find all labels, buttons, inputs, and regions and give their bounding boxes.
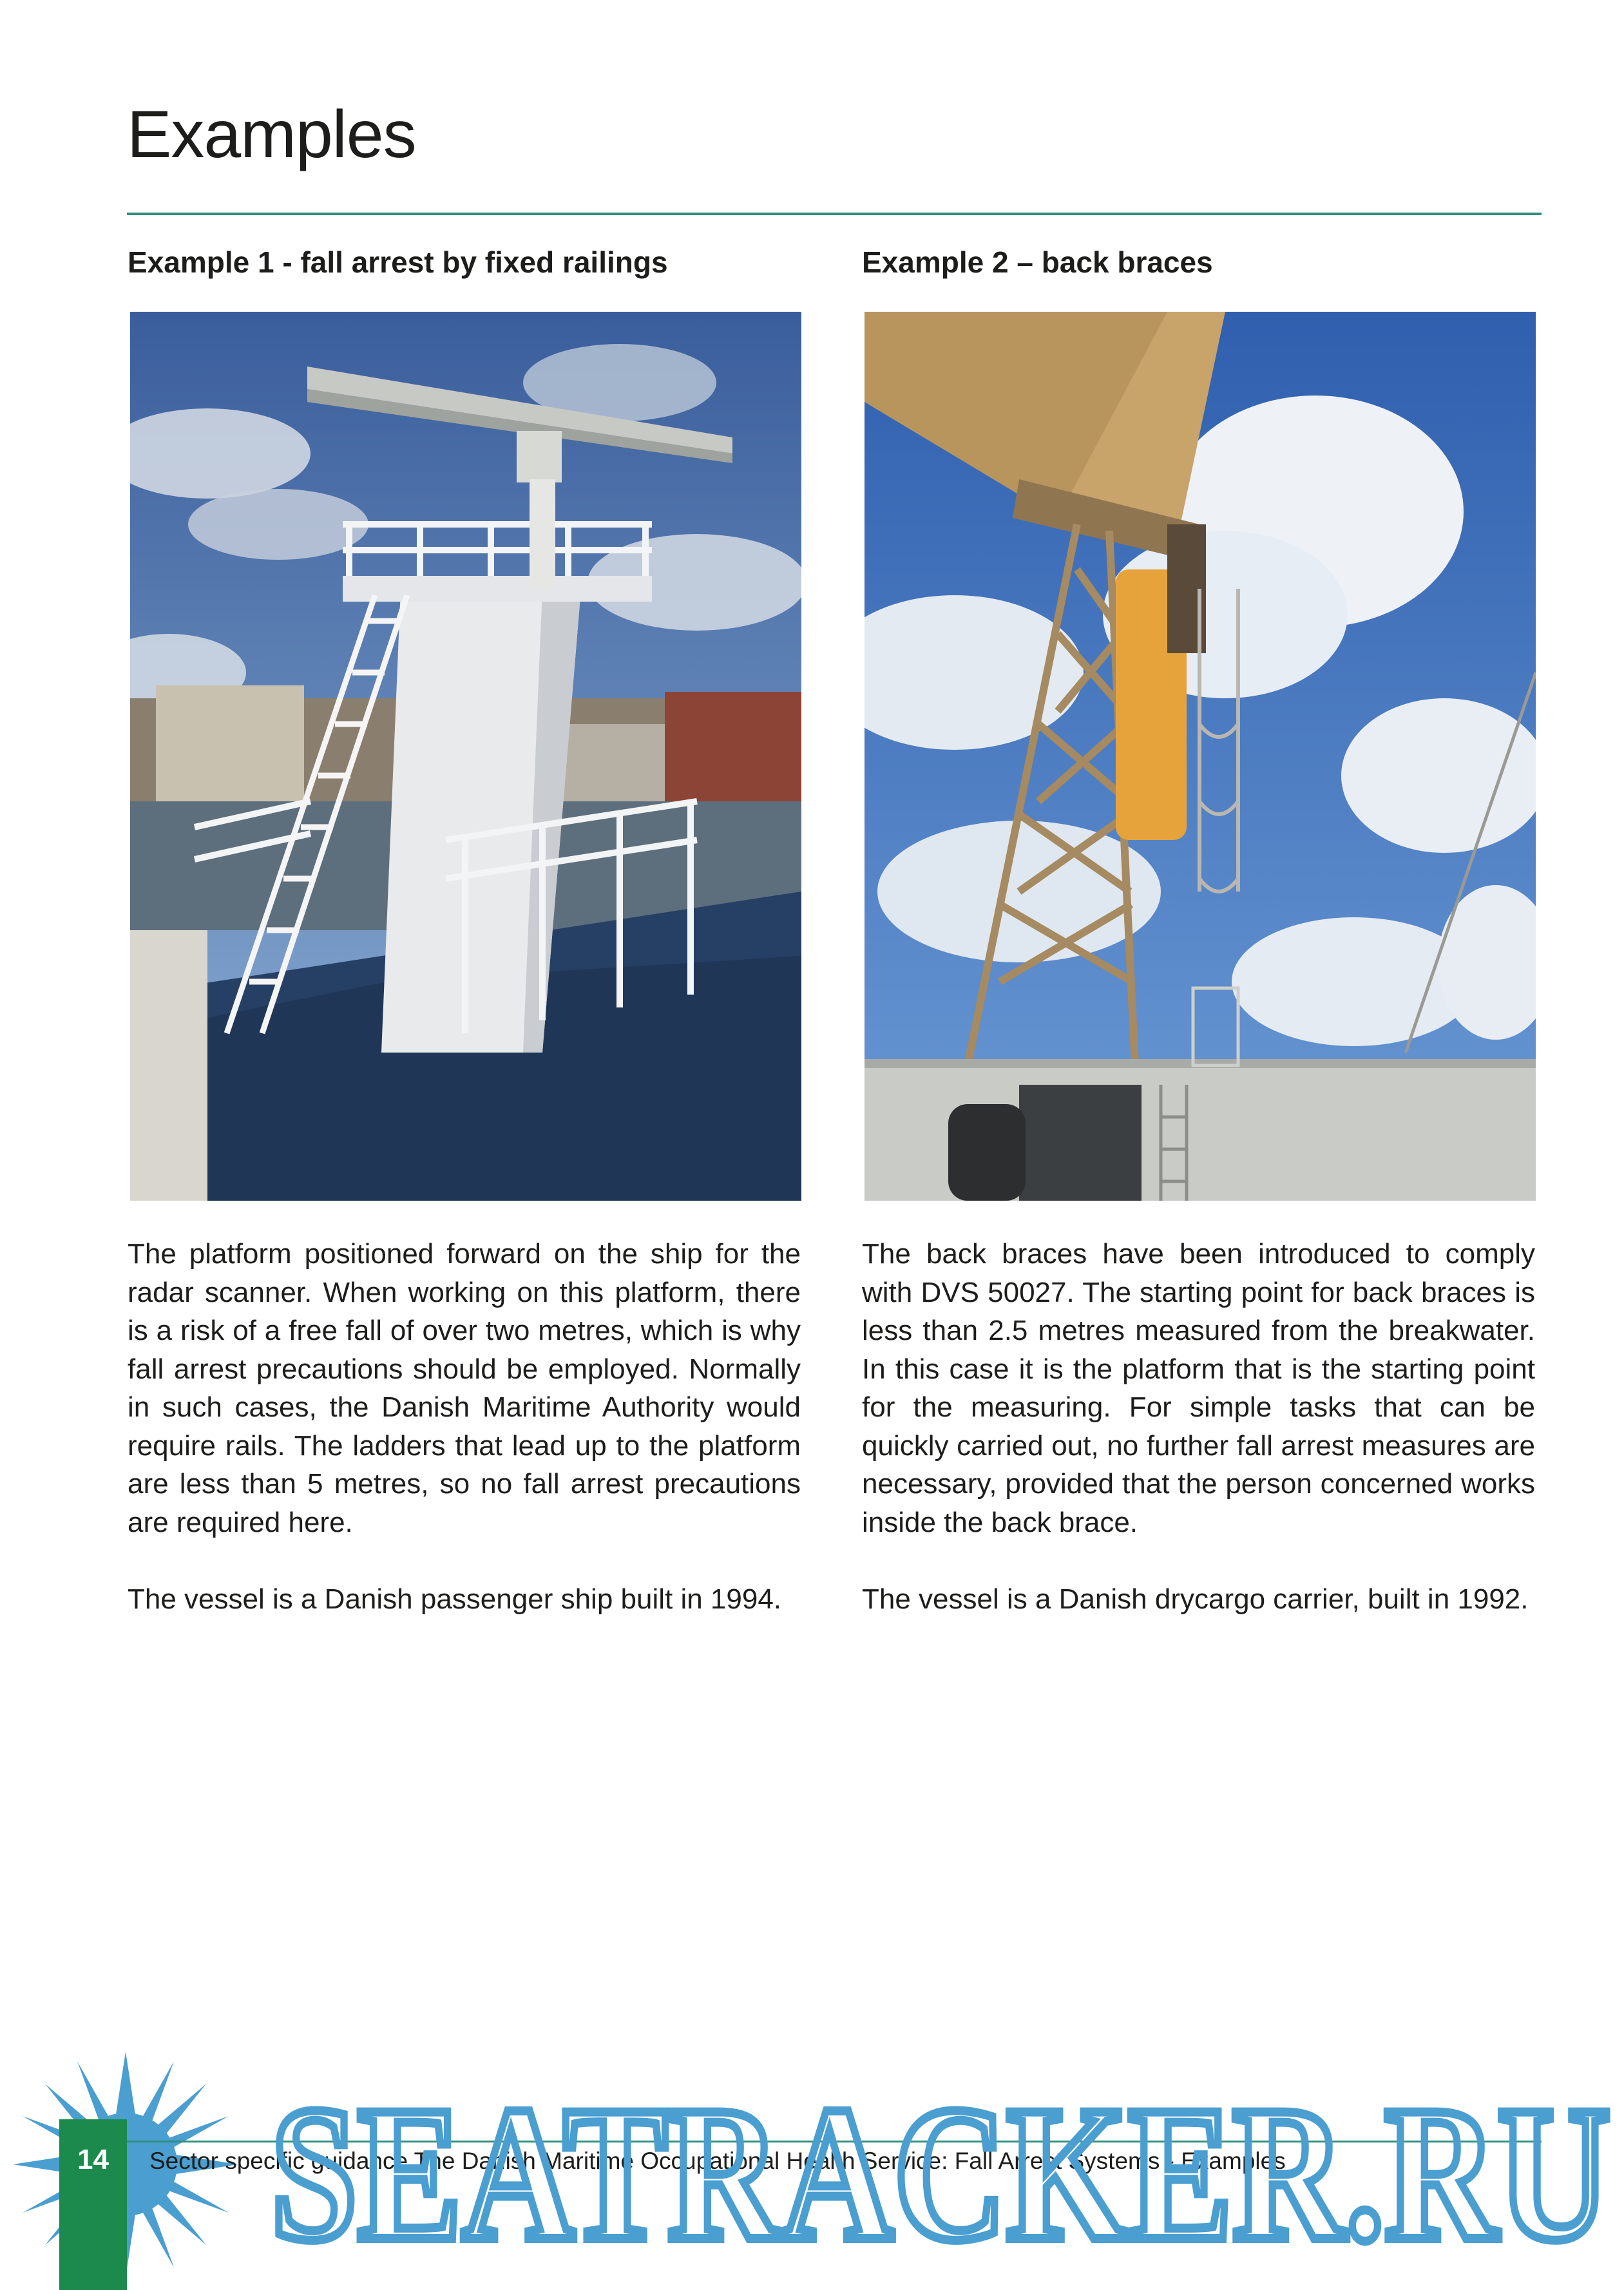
page-number: 14 bbox=[77, 2144, 109, 2175]
example-1-text bbox=[128, 1235, 801, 1657]
title-divider bbox=[127, 213, 1542, 215]
watermark-text: SEATRACKER.RU bbox=[271, 2087, 1610, 2255]
page-title: Examples bbox=[127, 97, 416, 172]
example-1-heading: Example 1 - fall arrest by fixed railings bbox=[128, 245, 668, 279]
footer-text: Sector specific guidance The Danish Maritime Occupational Health Service: Fall Arrest Systems - Examples bbox=[149, 2148, 1286, 2174]
example-1-photo bbox=[130, 312, 801, 1201]
example-1-column bbox=[128, 240, 801, 1615]
radar-platform-photo bbox=[130, 312, 801, 1201]
example-2-paragraph-2: The vessel is a Danish drycargo carrier, built in 1992. bbox=[862, 1583, 1529, 1615]
example-2-heading: Example 2 – back braces bbox=[862, 245, 1213, 279]
example-2-text bbox=[862, 1235, 1535, 1657]
example-2-column bbox=[862, 240, 1535, 1615]
watermark bbox=[271, 2087, 1624, 2255]
example-2-photo bbox=[865, 312, 1536, 1201]
example-1-paragraph-2: The vessel is a Danish passenger ship built in 1994. bbox=[128, 1583, 782, 1615]
example-1-paragraph-1: The platform positioned forward on the ship for the radar scanner. When working on this platform, there is a risk of a free fall of over two metres, which is why fall arrest precautions should be employed. Normally in such cases, the Danish Maritime Authority would require rails. The ladders that lead up to the platform are less than 5 metres, so no fall arrest precautions are required here. bbox=[128, 1238, 801, 1538]
back-brace-photo bbox=[865, 312, 1536, 1201]
example-2-paragraph-1: The back braces have been introduced to comply with DVS 50027. The starting point for back braces is less than 2.5 metres measured from the breakwater. In this case it is the platform that is the starting point for the measuring. For simple tasks that can be quickly carried out, no further fall arrest measures are necessary, provided that the person concerned works inside the back brace. bbox=[862, 1238, 1535, 1538]
